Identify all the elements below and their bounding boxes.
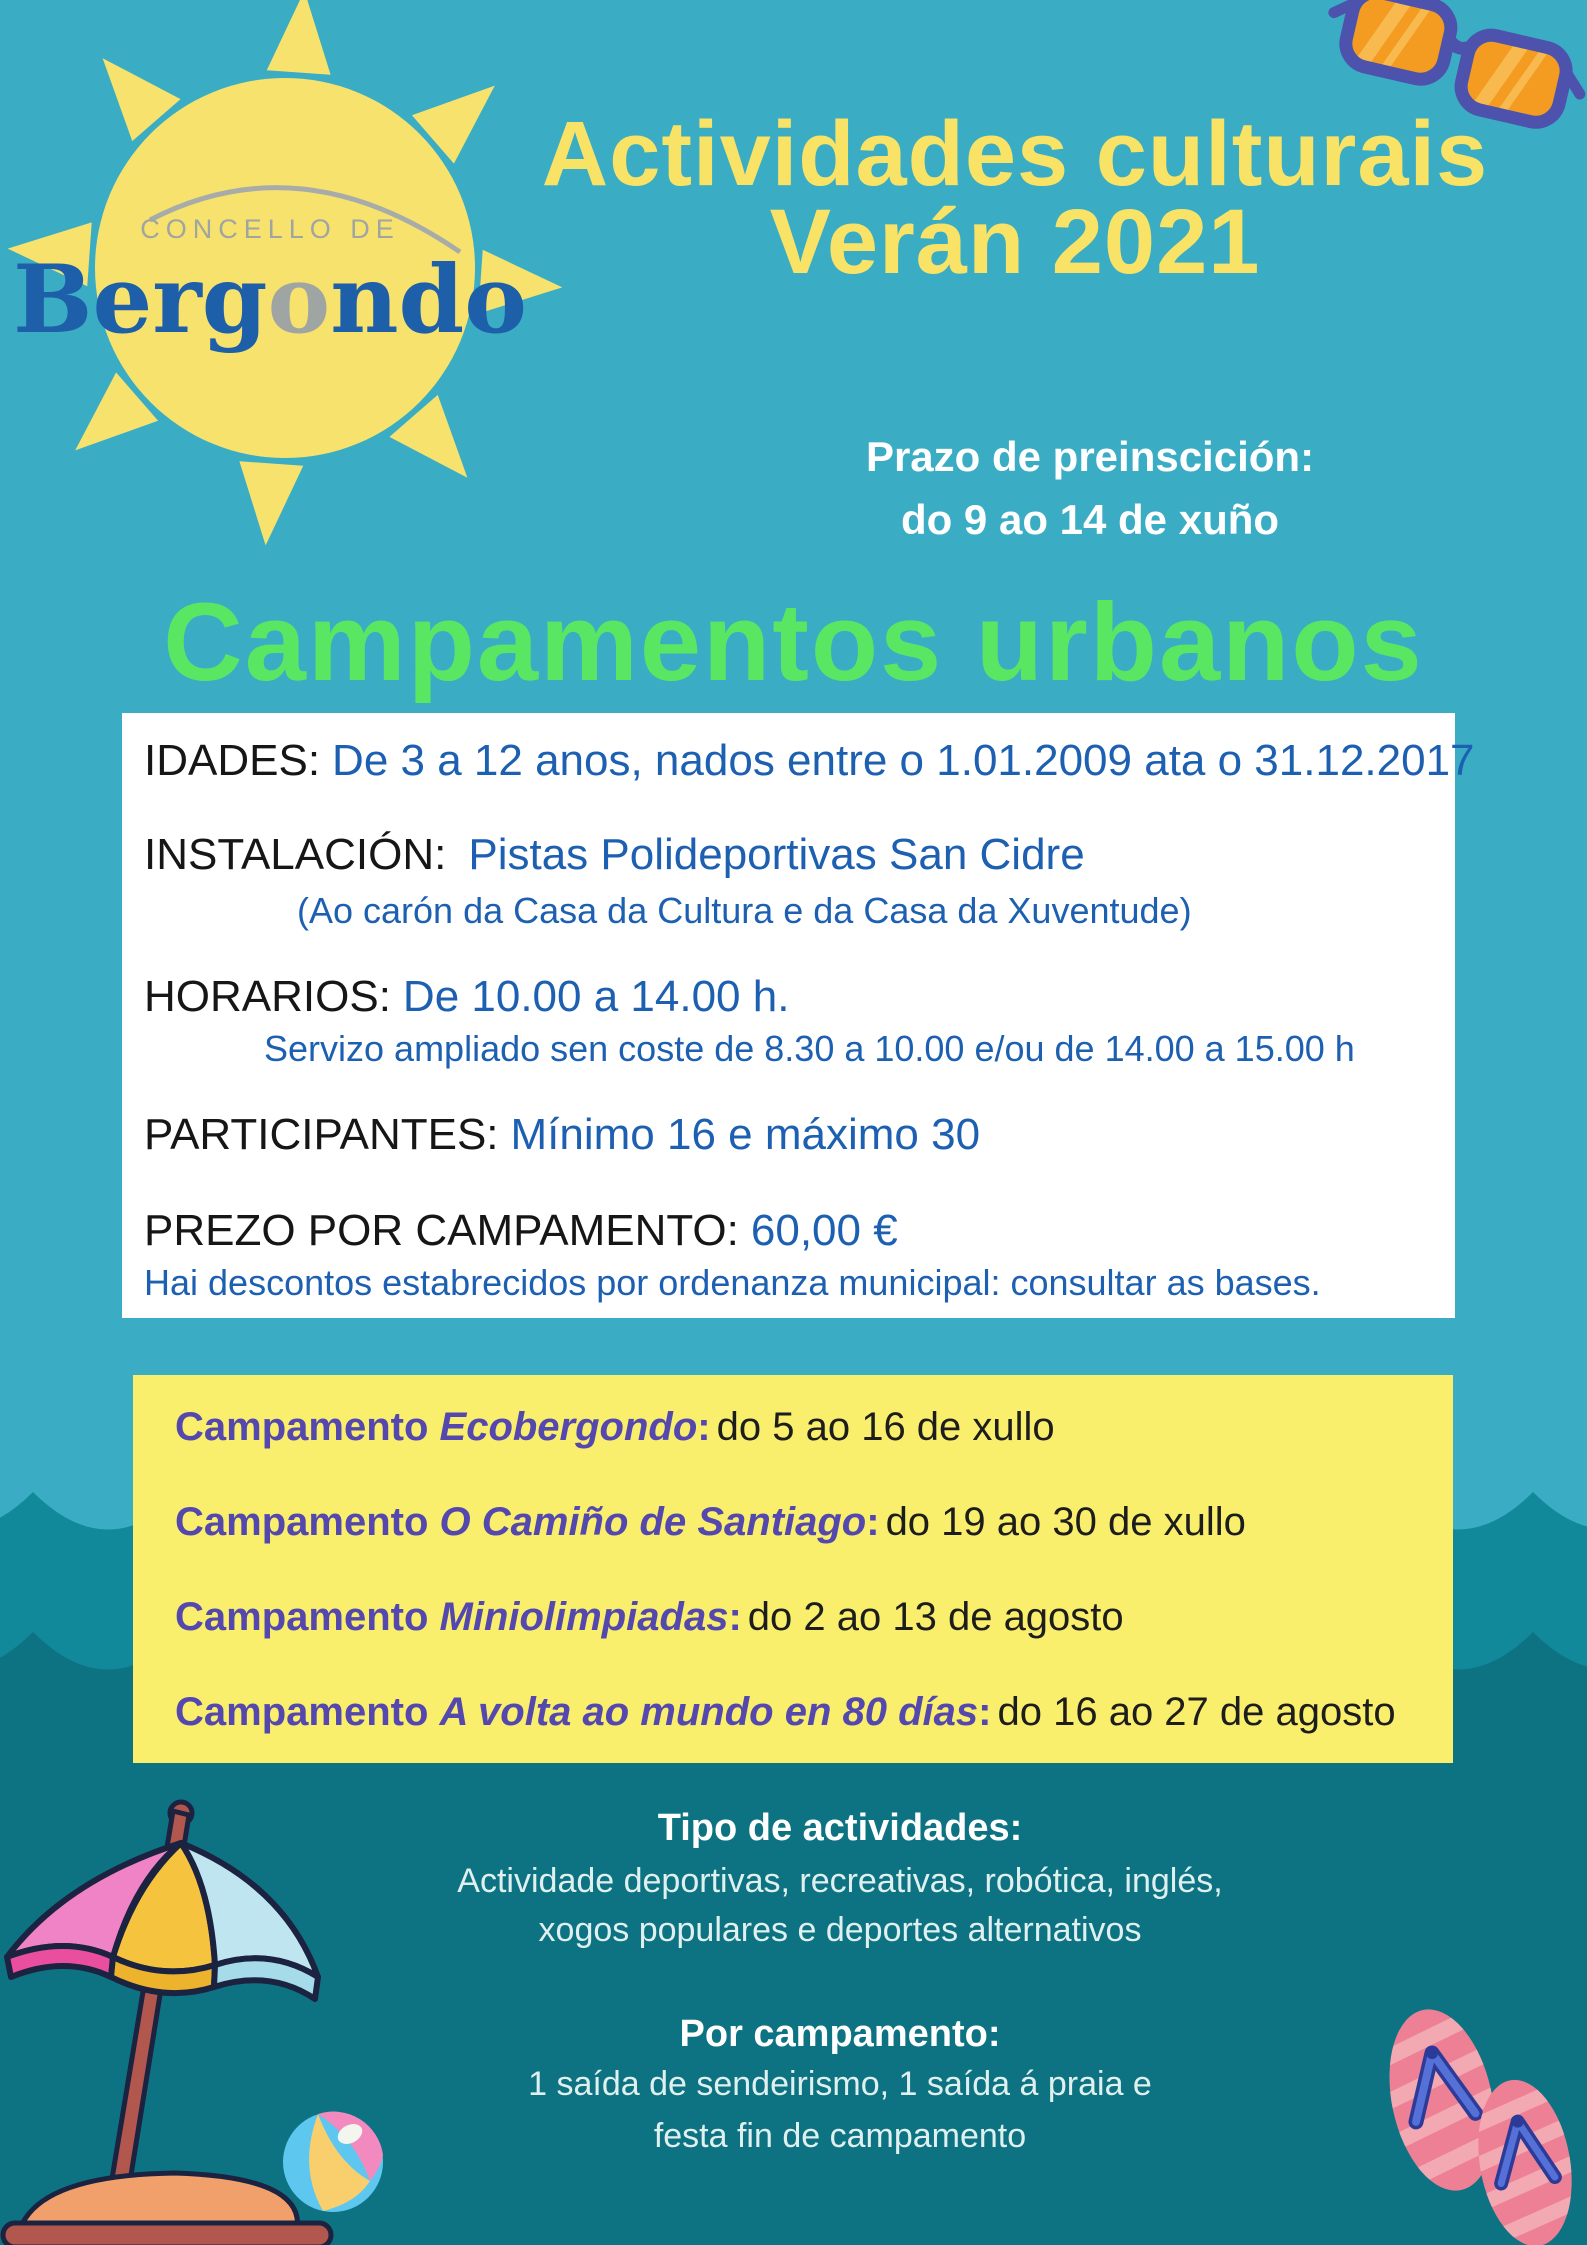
logo-concello-text: CONCELLO DE	[140, 214, 400, 244]
camp-colon: :	[866, 1500, 880, 1544]
camp-prefix: Campamento	[175, 1405, 429, 1449]
camp-name: O Camiño de Santiago	[439, 1500, 867, 1544]
participantes-label: PARTICIPANTES:	[144, 1110, 499, 1159]
camp-name: Ecobergondo	[439, 1405, 698, 1449]
activities-line1: Actividade deportivas, recreativas, robótica, inglés,	[457, 1862, 1223, 1900]
section-heading: Campamentos urbanos	[163, 581, 1424, 704]
camp-row-3	[175, 1597, 1124, 1637]
camp-colon: :	[697, 1405, 711, 1449]
horarios-value: De 10.00 a 14.00 h.	[402, 972, 790, 1021]
camp-prefix: Campamento	[175, 1595, 429, 1639]
idades-label: IDADES:	[144, 736, 321, 785]
page-title-line1: Actividades culturais	[541, 103, 1489, 205]
prezo-label: PREZO POR CAMPAMENTO:	[144, 1206, 739, 1255]
logo-bergondo-text: Bergondo	[13, 245, 527, 355]
camps-box	[133, 1375, 1453, 1763]
info-row-horarios	[144, 972, 790, 1021]
camp-dates: do 5 ao 16 de xullo	[716, 1405, 1055, 1449]
beach-ball-illustration	[278, 2107, 388, 2217]
prezo-value: 60,00 €	[750, 1206, 898, 1255]
camp-colon: :	[978, 1690, 992, 1734]
idades-value: De 3 a 12 anos, nados entre o 1.01.2009 ata o 31.12.2017	[332, 736, 1475, 785]
per-camp-heading: Por campamento:	[679, 2013, 1001, 2055]
info-row-participantes	[144, 1110, 981, 1159]
camp-row-4	[175, 1692, 1396, 1732]
horarios-note: Servizo ampliado sen coste de 8.30 a 10.00 e/ou de 14.00 a 15.00 h	[264, 1028, 1355, 1069]
instalacion-note: (Ao carón da Casa da Cultura e da Casa da Xuventude)	[297, 890, 1192, 931]
info-row-prezo	[144, 1206, 898, 1255]
deadline-line2: do 9 ao 14 de xuño	[900, 496, 1280, 543]
camp-name: Miniolimpiadas	[439, 1595, 729, 1639]
info-row-instalacion	[144, 830, 1085, 879]
participantes-value: Mínimo 16 e máximo 30	[510, 1110, 981, 1159]
instalacion-label: INSTALACIÓN:	[144, 830, 447, 879]
instalacion-value: Pistas Polideportivas San Cidre	[468, 830, 1085, 879]
per-camp-line2: festa fin de campamento	[653, 2117, 1027, 2155]
flip-flops-illustration	[1380, 1995, 1580, 2245]
prezo-note: Hai descontos estabrecidos por ordenanza municipal: consultar as bases.	[144, 1262, 1321, 1303]
info-box	[122, 713, 1475, 1318]
sun-logo	[0, 0, 680, 620]
activities-heading: Tipo de actividades:	[657, 1807, 1023, 1849]
camp-prefix: Campamento	[175, 1690, 429, 1734]
activities-line2: xogos populares e deportes alternativos	[538, 1911, 1142, 1949]
camp-prefix: Campamento	[175, 1500, 429, 1544]
camp-colon: :	[728, 1595, 742, 1639]
deadline-line1: Prazo de preinscición:	[865, 433, 1315, 480]
camp-dates: do 16 ao 27 de agosto	[997, 1690, 1396, 1734]
camp-name: A volta ao mundo en 80 días	[439, 1690, 979, 1734]
page-title-line2: Verán 2021	[769, 191, 1261, 293]
camp-dates: do 19 ao 30 de xullo	[885, 1500, 1246, 1544]
info-row-idades	[144, 736, 1475, 785]
camp-row-1	[175, 1407, 1055, 1447]
per-camp-line1: 1 saída de sendeirismo, 1 saída á praia e	[528, 2065, 1152, 2103]
horarios-label: HORARIOS:	[144, 972, 391, 1021]
camp-dates: do 2 ao 13 de agosto	[747, 1595, 1124, 1639]
camp-row-2	[175, 1502, 1246, 1542]
